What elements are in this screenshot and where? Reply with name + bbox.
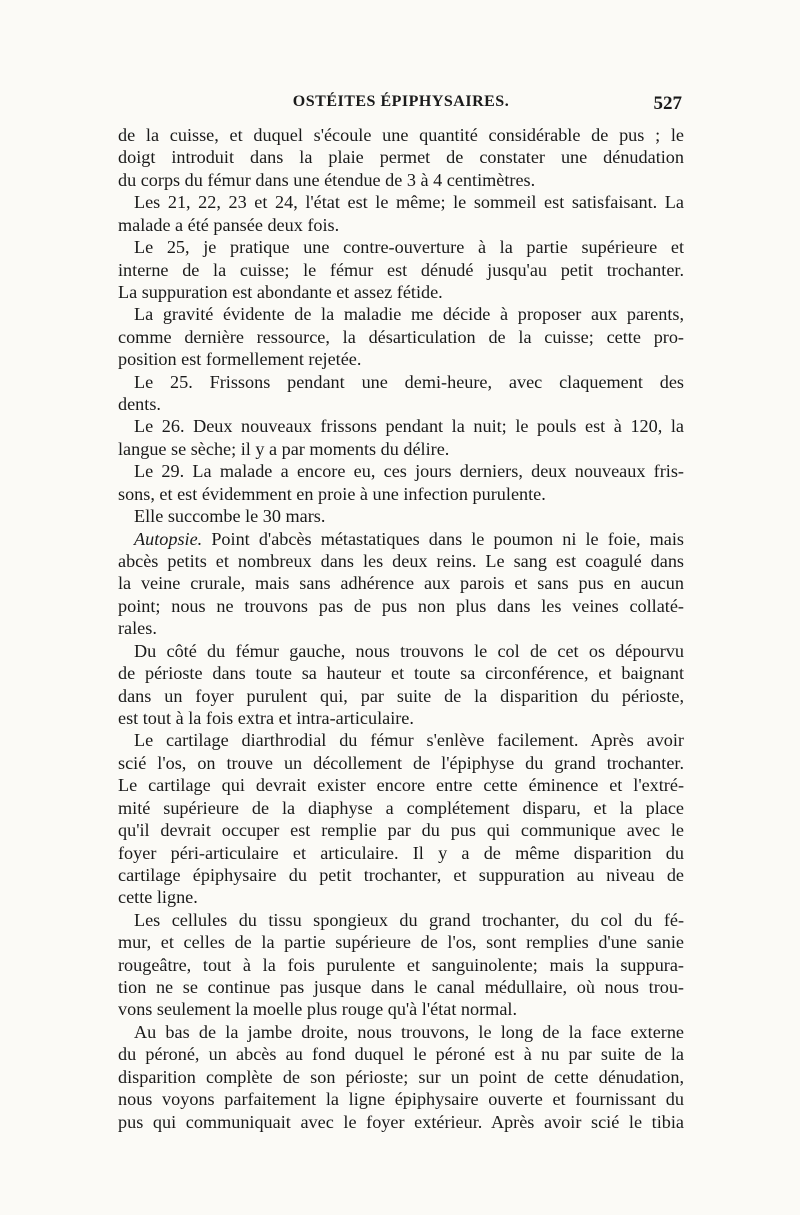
text-line xyxy=(118,1021,684,1043)
line-text: La suppuration est abondante et assez fétide. xyxy=(118,281,443,302)
text-line xyxy=(118,797,684,819)
body-text xyxy=(118,124,684,1133)
line-text: Le cartilage diarthrodial du fémur s'enlève facilement. Après avoir xyxy=(134,730,684,751)
text-line xyxy=(118,460,684,482)
line-text: du péroné, un abcès au fond duquel le péroné est à nu par suite de la xyxy=(118,1044,684,1065)
text-line xyxy=(118,774,684,796)
line-text: malade a été pansée deux fois. xyxy=(118,214,340,235)
line-text: cette ligne. xyxy=(118,887,198,908)
line-text: Les 21, 22, 23 et 24, l'état est le même; le sommeil est satisfaisant. La xyxy=(134,192,684,213)
line-text: comme dernière ressource, la désarticulation de la cuisse; cette pro- xyxy=(118,326,684,347)
line-text: scié l'os, on trouve un décollement de l'épiphyse du grand trochanter. xyxy=(118,752,684,773)
line-text: vons seulement la moelle plus rouge qu'à l'état normal. xyxy=(118,999,517,1020)
line-text: mur, et celles de la partie supérieure de l'os, sont remplies d'une sanie xyxy=(118,932,684,953)
text-line xyxy=(118,842,684,864)
line-text: Le 29. La malade a encore eu, ces jours derniers, deux nouveaux fris- xyxy=(134,461,684,482)
text-line xyxy=(118,1088,684,1110)
text-line xyxy=(118,954,684,976)
text-line xyxy=(118,303,684,325)
text-line xyxy=(118,662,684,684)
line-text: Elle succombe le 30 mars. xyxy=(134,506,326,527)
line-text: Du côté du fémur gauche, nous trouvons le col de cet os dépourvu xyxy=(134,640,684,661)
line-text: abcès petits et nombreux dans les deux reins. Le sang est coagulé dans xyxy=(118,551,684,572)
line-text: sons, et est évidemment en proie à une infection purulente. xyxy=(118,483,546,504)
line-text: doigt introduit dans la plaie permet de constater une dénudation xyxy=(118,147,684,168)
text-line xyxy=(118,976,684,998)
line-text: nous voyons parfaitement la ligne épiphysaire ouverte et fournissant du xyxy=(118,1089,684,1110)
text-line xyxy=(118,505,684,527)
page-header xyxy=(118,93,684,119)
text-line xyxy=(118,752,684,774)
text-line xyxy=(118,707,684,729)
line-text: foyer péri-articulaire et articulaire. Il y a de même disparition du xyxy=(118,842,684,863)
line-text: Les cellules du tissu spongieux du grand trochanter, du col du fé- xyxy=(134,909,684,930)
text-line xyxy=(118,685,684,707)
line-text: Le 25. Frissons pendant une demi-heure, avec claquement des xyxy=(134,371,684,392)
line-text: du corps du fémur dans une étendue de 3 à 4 centimètres. xyxy=(118,169,536,190)
line-text: de la cuisse, et duquel s'écoule une quantité considérable de pus ; le xyxy=(118,125,684,145)
text-line xyxy=(118,214,684,236)
text-line xyxy=(118,931,684,953)
line-text: dans un foyer purulent qui, par suite de la disparition du périoste, xyxy=(118,685,684,706)
text-line xyxy=(118,371,684,393)
line-text: la veine crurale, mais sans adhérence aux parois et sans pus en aucun xyxy=(118,573,684,594)
text-line xyxy=(118,729,684,751)
line-text: qu'il devrait occuper est remplie par du pus qui communique avec le xyxy=(118,820,684,841)
line-text: mité supérieure de la diaphyse a complétement disparu, et la place xyxy=(118,797,684,818)
running-title: OSTÉITES ÉPIPHYSAIRES. xyxy=(292,93,510,110)
line-text: pus qui communiquait avec le foyer extérieur. Après avoir scié le tibia xyxy=(118,1111,684,1132)
line-text: rougeâtre, tout à la fois purulente et sanguinolente; mais la suppura- xyxy=(118,954,684,975)
line-text: disparition complète de son périoste; sur un point de cette dénudation, xyxy=(118,1066,684,1087)
page-number: 527 xyxy=(653,93,682,114)
text-line xyxy=(118,326,684,348)
line-text: position est formellement rejetée. xyxy=(118,349,362,370)
text-line xyxy=(118,259,684,281)
text-line xyxy=(118,281,684,303)
line-text: tion ne se continue pas jusque dans le canal médullaire, où nous trou- xyxy=(118,977,684,998)
italic-lead: Autopsie. xyxy=(134,528,203,549)
line-text: rales. xyxy=(118,618,157,639)
line-text: Le 26. Deux nouveaux frissons pendant la nuit; le pouls est à 120, la xyxy=(134,416,684,437)
text-line xyxy=(118,864,684,886)
line-text: interne de la cuisse; le fémur est dénudé jusqu'au petit trochanter. xyxy=(118,259,684,280)
text-line xyxy=(118,886,684,908)
line-text: langue se sèche; il y a par moments du délire. xyxy=(118,438,450,459)
line-text: Le 25, je pratique une contre-ouverture à la partie supérieure et xyxy=(134,237,684,258)
line-text: dents. xyxy=(118,394,161,415)
line-text: La gravité évidente de la maladie me décide à proposer aux parents, xyxy=(134,304,684,325)
text-line xyxy=(118,1043,684,1065)
text-line xyxy=(118,595,684,617)
text-line xyxy=(118,550,684,572)
text-line xyxy=(118,1111,684,1133)
text-line xyxy=(118,415,684,437)
text-line xyxy=(118,528,684,550)
text-line xyxy=(118,169,684,191)
text-line xyxy=(118,909,684,931)
line-text: Le cartilage qui devrait exister encore entre cette éminence et l'extré- xyxy=(118,775,684,796)
line-text: Point d'abcès métastatiques dans le poumon ni le foie, mais xyxy=(202,528,684,549)
line-text: de périoste dans toute sa hauteur et toute sa circonférence, et baignant xyxy=(118,663,684,684)
line-text: point; nous ne trouvons pas de pus non plus dans les veines collaté- xyxy=(118,595,684,616)
line-text: est tout à la fois extra et intra-articulaire. xyxy=(118,707,414,728)
text-line xyxy=(118,483,684,505)
text-line xyxy=(118,998,684,1020)
line-text: Au bas de la jambe droite, nous trouvons, le long de la face externe xyxy=(134,1021,684,1042)
text-line xyxy=(118,191,684,213)
text-line xyxy=(118,393,684,415)
text-line xyxy=(118,124,684,146)
text-line xyxy=(118,146,684,168)
text-line xyxy=(118,438,684,460)
line-text: cartilage épiphysaire du petit trochanter, et suppuration au niveau de xyxy=(118,864,684,885)
text-line xyxy=(118,640,684,662)
text-line xyxy=(118,348,684,370)
text-line xyxy=(118,236,684,258)
text-line xyxy=(118,617,684,639)
text-line xyxy=(118,572,684,594)
text-line xyxy=(118,819,684,841)
text-line xyxy=(118,1066,684,1088)
